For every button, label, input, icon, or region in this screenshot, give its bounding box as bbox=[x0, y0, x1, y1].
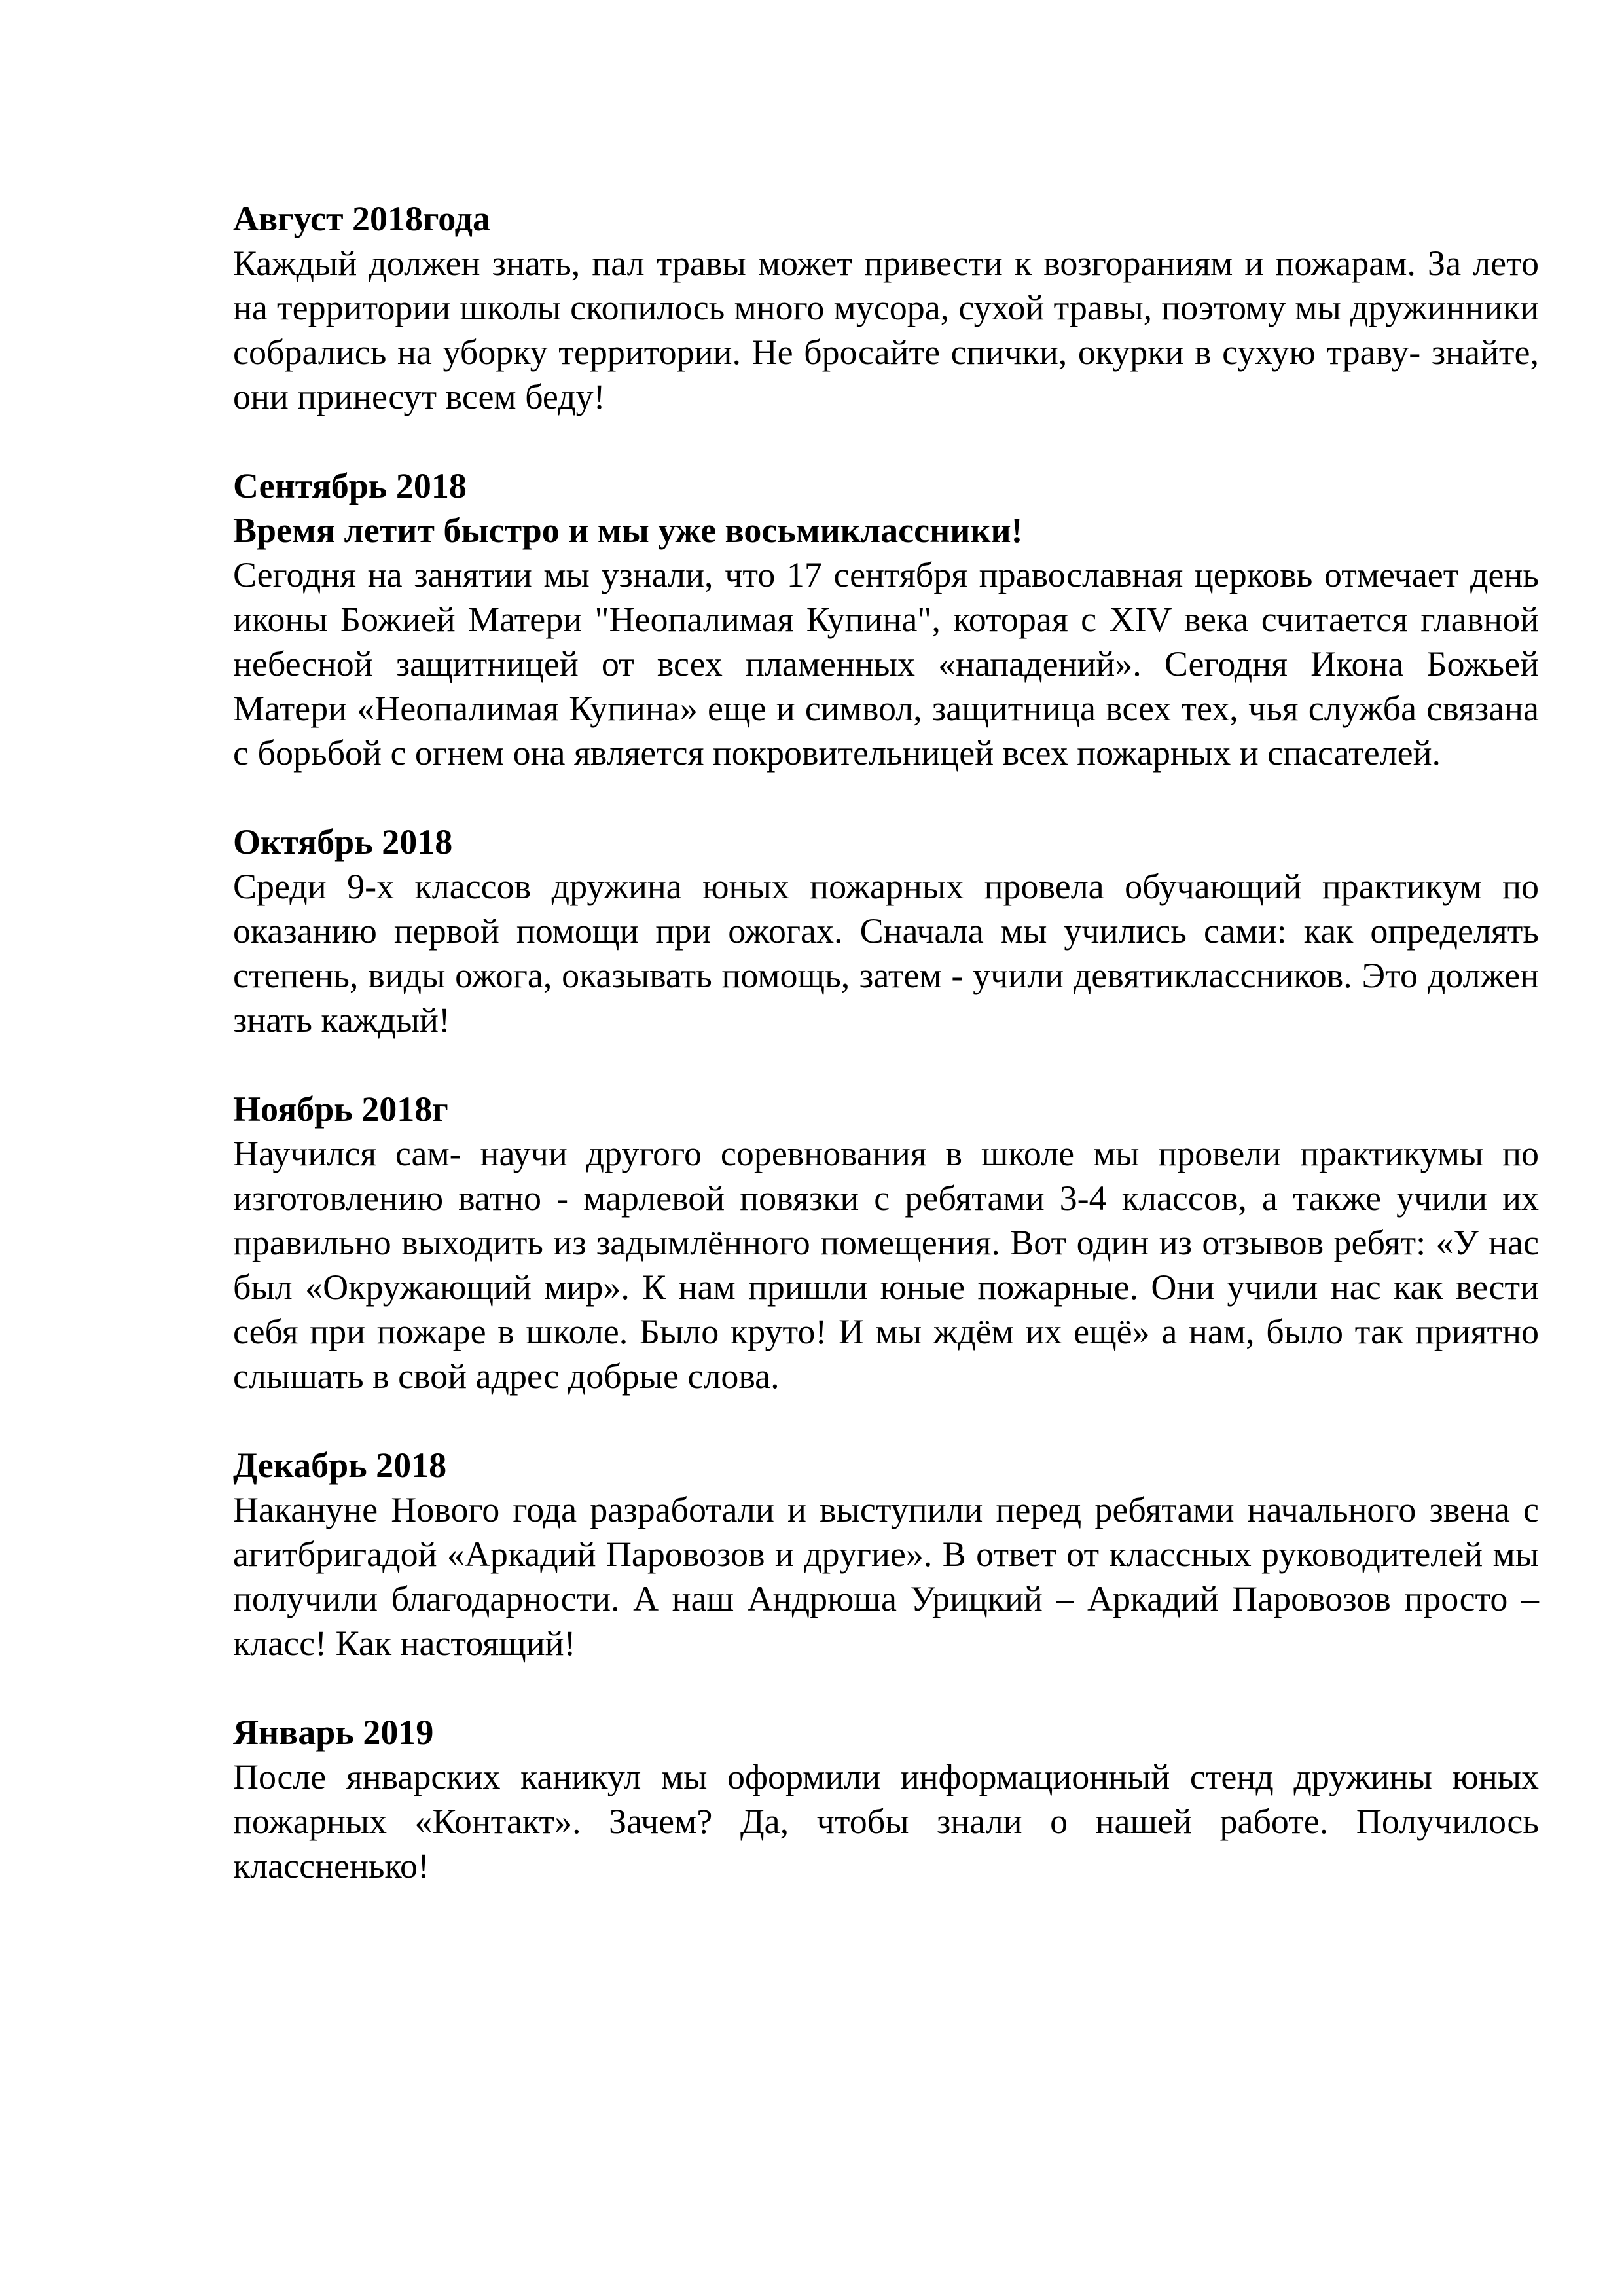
document-body bbox=[233, 196, 1539, 1933]
section-heading: Декабрь 2018 bbox=[233, 1446, 447, 1485]
section-paragraph: Среди 9-х классов дружина юных пожарных провела обучающий практикум по оказанию первой помощи при ожогах. Сначала мы учились сами: как определять степень, виды ожога, оказывать помощь, затем - учили девятиклассников. Это должен знать каждый! bbox=[233, 867, 1539, 1040]
section-heading: Ноябрь 2018г bbox=[233, 1089, 448, 1129]
section-heading: Август 2018года bbox=[233, 199, 490, 238]
section-paragraph: Сегодня на занятии мы узнали, что 17 сентября православная церковь отмечает день иконы Божией Матери "Неопалимая Купина", которая с XIV века считается главной небесной защитницей от всех пламенных «нападений». Сегодня Икона Божьей Матери «Неопалимая Купина» еще и символ, защитница всех тех, чья служба связана с борьбой с огнем она является покровительницей всех пожарных и спасателей. bbox=[233, 555, 1539, 773]
section-paragraph: Накануне Нового года разработали и выступили перед ребятами начального звена с агитбригадой «Аркадий Паровозов и другие». В ответ от классных руководителей мы получили благодарности. А наш Андрюша Урицкий – Аркадий Паровозов просто – класс! Как настоящий! bbox=[233, 1490, 1539, 1663]
section-september-2018 bbox=[233, 464, 1539, 775]
section-paragraph: После январских каникул мы оформили информационный стенд дружины юных пожарных «Контакт». Зачем? Да, чтобы знали о нашей работе. Получилось классненько! bbox=[233, 1757, 1539, 1886]
section-heading: Сентябрь 2018 bbox=[233, 466, 467, 505]
section-december-2018 bbox=[233, 1443, 1539, 1666]
section-october-2018 bbox=[233, 820, 1539, 1042]
section-heading: Октябрь 2018 bbox=[233, 822, 453, 862]
section-subheading: Время летит быстро и мы уже восьмиклассники! bbox=[233, 511, 1023, 550]
section-november-2018 bbox=[233, 1087, 1539, 1398]
section-august-2018 bbox=[233, 196, 1539, 419]
section-heading: Январь 2019 bbox=[233, 1713, 434, 1752]
section-january-2019 bbox=[233, 1710, 1539, 1888]
section-paragraph: Каждый должен знать, пал травы может привести к возгораниям и пожарам. За лето на территории школы скопилось много мусора, сухой травы, поэтому мы дружинники собрались на уборку территории. Не бросайте спички, окурки в сухую траву- знайте, они принесут всем беду! bbox=[233, 244, 1539, 416]
section-paragraph: Научился сам- научи другого соревнования в школе мы провели практикумы по изготовлению ватно - марлевой повязки с ребятами 3-4 классов, а также учили их правильно выходить из задымлённого помещения. Вот один из отзывов ребят: «У нас был «Окружающий мир». К нам пришли юные пожарные. Они учили нас как вести себя при пожаре в школе. Было круто! И мы ждём их ещё» а нам, было так приятно слышать в свой адрес добрые слова. bbox=[233, 1134, 1539, 1396]
